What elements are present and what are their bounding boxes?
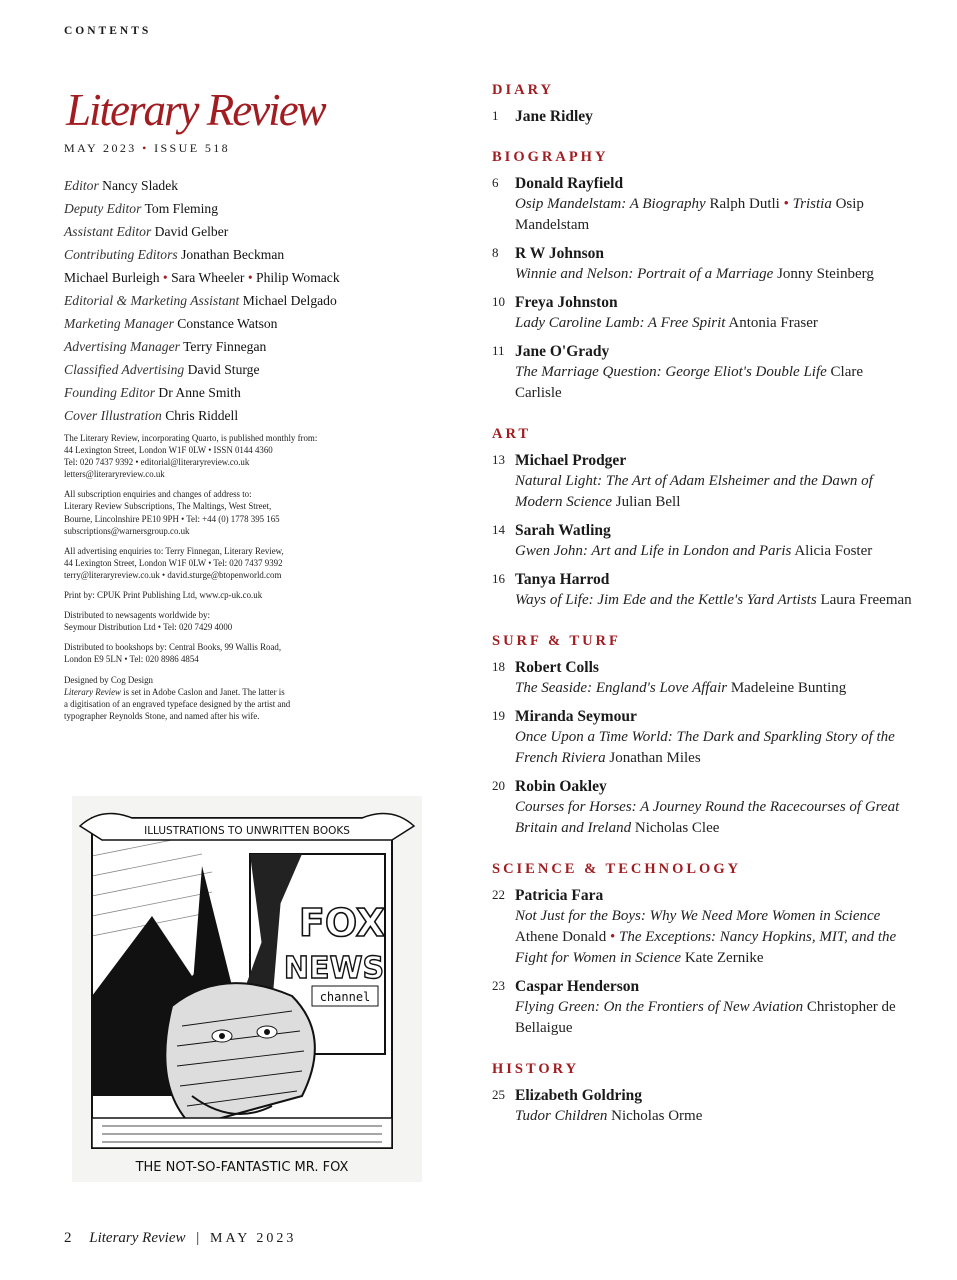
book-author: Clare Carlisle xyxy=(515,364,864,401)
book-author: Osip Mandelstam xyxy=(515,196,864,233)
staff-name: David Gelber xyxy=(154,224,229,239)
cartoon-sign-fox: FOX xyxy=(298,901,386,945)
fineprint-line: subscriptions@warnersgroup.co.uk xyxy=(64,525,190,536)
entry-books xyxy=(515,797,912,839)
fineprint-line: Tel: 020 7437 9392 • editorial@literaryreview.co.uk xyxy=(64,457,250,468)
toc-entry xyxy=(492,569,912,611)
staff-role: Editorial & Marketing Assistant xyxy=(64,293,240,308)
toc-entry xyxy=(492,173,912,236)
book-title: Once Upon a Time World: The Dark and Sparkling Story of the French Riviera xyxy=(515,729,895,766)
entry-body xyxy=(515,341,912,404)
fineprint-line: Bourne, Lincolnshire PE10 9PH • Tel: +44 (0) 1778 395 165 xyxy=(64,513,280,524)
entry-page-number: 18 xyxy=(492,659,505,674)
book-author: Ralph Dutli xyxy=(709,196,780,212)
book-title: Not Just for the Boys: Why We Need More Women in Science xyxy=(515,908,881,924)
design-note-line: a digitisation of an engraved typeface designed by the artist and xyxy=(64,698,291,709)
entry-page-number: 23 xyxy=(492,978,505,993)
staff-row xyxy=(64,358,394,381)
fineprint-paragraph xyxy=(64,589,394,601)
entry-author: Michael Prodger xyxy=(515,452,627,469)
staff-role: Classified Advertising xyxy=(64,362,185,377)
staff-name: Dr Anne Smith xyxy=(158,385,241,400)
entry-body xyxy=(515,776,912,839)
footer-page-number: 2 xyxy=(64,1230,72,1246)
staff-row xyxy=(64,289,394,312)
page-footer xyxy=(64,1230,296,1247)
design-note-line: typographer Reynolds Stone, and named after his wife. xyxy=(64,710,260,721)
footer-date: MAY 2023 xyxy=(210,1231,297,1246)
entry-page-number: 14 xyxy=(492,522,505,537)
entry-page-number: 20 xyxy=(492,778,505,793)
staff-name: Michael Delgado xyxy=(242,293,337,308)
entry-books xyxy=(515,997,912,1039)
staff-name: Constance Watson xyxy=(177,316,278,331)
issue-line xyxy=(64,141,394,156)
staff-row xyxy=(64,404,394,427)
fineprint-paragraph xyxy=(64,488,394,536)
book-title: Ways of Life: Jim Ede and the Kettle's Yard Artists xyxy=(515,592,817,608)
entry-page-number: 8 xyxy=(492,245,499,260)
entry-author: Miranda Seymour xyxy=(515,708,637,725)
toc-entry xyxy=(492,520,912,562)
entry-author: R W Johnson xyxy=(515,245,605,262)
staff-role: Marketing Manager xyxy=(64,316,174,331)
section-title: DIARY xyxy=(492,82,555,98)
entry-books xyxy=(515,194,912,236)
entry-books xyxy=(515,264,912,285)
design-note-title: Literary Review xyxy=(64,686,121,697)
entry-body xyxy=(515,569,912,611)
entry-page-number: 13 xyxy=(492,452,505,467)
book-title: Winnie and Nelson: Portrait of a Marriage xyxy=(515,266,774,282)
staff-role: Editor xyxy=(64,178,99,193)
book-author: Alicia Foster xyxy=(794,543,873,559)
staff-name: Jonathan Beckman xyxy=(181,247,285,262)
entry-body xyxy=(515,106,912,127)
book-title: Natural Light: The Art of Adam Elsheimer and the Dawn of Modern Science xyxy=(515,473,873,510)
book-title: Tudor Children xyxy=(515,1108,608,1124)
book-title: Lady Caroline Lamb: A Free Spirit xyxy=(515,315,726,331)
fineprint-line: The Literary Review, incorporating Quarto, is published monthly from: xyxy=(64,433,318,443)
book-title: The Seaside: England's Love Affair xyxy=(515,680,728,696)
fineprint-paragraph xyxy=(64,609,394,633)
book-title: Courses for Horses: A Journey Round the Racecourses of Great Britain and Ireland xyxy=(515,799,900,836)
fineprint-line: Seymour Distribution Ltd • Tel: 020 7429 4000 xyxy=(64,622,233,633)
book-title: Tristia xyxy=(792,196,832,212)
book-title: Osip Mandelstam: A Biography xyxy=(515,196,706,212)
book-title: The Exceptions: Nancy Hopkins, MIT, and the Fight for Women in Science xyxy=(515,929,897,966)
book-author: Nicholas Clee xyxy=(634,820,720,836)
staff-name: Chris Riddell xyxy=(165,408,239,423)
entry-body xyxy=(515,1085,912,1127)
entry-author: Caspar Henderson xyxy=(515,978,640,995)
entry-body xyxy=(515,243,912,285)
entry-body xyxy=(515,292,912,334)
toc-entry xyxy=(492,776,912,839)
entry-books xyxy=(515,362,912,404)
toc-section xyxy=(492,1061,912,1127)
entry-body xyxy=(515,657,912,699)
book-author: Jonathan Miles xyxy=(609,750,701,766)
book-author: Athene Donald xyxy=(515,929,607,945)
entry-books xyxy=(515,471,912,513)
entry-books xyxy=(515,313,912,334)
staff-row xyxy=(64,243,394,266)
entry-page-number: 6 xyxy=(492,175,499,190)
fineprint-line: Print by: CPUK Print Publishing Ltd, www.cp-uk.co.uk xyxy=(64,590,263,601)
design-note-line: is set in Adobe Caslon and Janet. The latter is xyxy=(120,686,285,697)
staff-list xyxy=(64,174,394,427)
entry-author: Jane O'Grady xyxy=(515,343,610,360)
entry-author: Robin Oakley xyxy=(515,778,607,795)
toc-entry xyxy=(492,450,912,513)
book-title: The Marriage Question: George Eliot's Double Life xyxy=(515,364,827,380)
separator-dot: • xyxy=(783,196,789,212)
staff-role: Assistant Editor xyxy=(64,224,152,239)
section-title: ART xyxy=(492,426,532,442)
toc-entry xyxy=(492,106,912,127)
entry-body xyxy=(515,976,912,1039)
entry-body xyxy=(515,450,912,513)
toc-section xyxy=(492,426,912,611)
staff-name: Terry Finnegan xyxy=(183,339,267,354)
masthead-title: Literary Review xyxy=(66,85,325,135)
entry-books xyxy=(515,906,912,969)
entry-books xyxy=(515,678,912,699)
book-author: Jonny Steinberg xyxy=(777,266,874,282)
staff-row xyxy=(64,197,394,220)
cover-cartoon xyxy=(72,796,422,1182)
fineprint-line: terry@literaryreview.co.uk • david.sturge@btopenworld.com xyxy=(64,569,282,580)
book-author: Christopher de Bellaigue xyxy=(515,999,896,1036)
fineprint-paragraph xyxy=(64,432,394,480)
issue-number: ISSUE 518 xyxy=(154,141,231,155)
cartoon-banner: ILLUSTRATIONS TO UNWRITTEN BOOKS xyxy=(144,825,350,837)
section-title: BIOGRAPHY xyxy=(492,149,609,165)
toc-entry xyxy=(492,292,912,334)
book-author: Julian Bell xyxy=(615,494,681,510)
entry-body xyxy=(515,885,912,969)
staff-row xyxy=(64,312,394,335)
entry-author: Jane Ridley xyxy=(515,108,593,125)
fineprint-line: All subscription enquiries and changes of address to: xyxy=(64,489,252,500)
toc-section xyxy=(492,149,912,404)
staff-role: Advertising Manager xyxy=(64,339,180,354)
entry-page-number: 25 xyxy=(492,1087,505,1102)
cartoon-caption: THE NOT-SO-FANTASTIC MR. FOX xyxy=(135,1160,349,1175)
fineprint-line: Literary Review Subscriptions, The Maltings, West Street, xyxy=(64,501,272,512)
entry-author: Patricia Fara xyxy=(515,887,604,904)
entry-author: Freya Johnston xyxy=(515,294,618,311)
staff-role: Contributing Editors xyxy=(64,247,178,262)
fineprint-line: 44 Lexington Street, London W1F 0LW • ISSN 0144 4360 xyxy=(64,445,273,456)
staff-role: Deputy Editor xyxy=(64,201,142,216)
entry-author: Elizabeth Goldring xyxy=(515,1087,643,1104)
fineprint-line: All advertising enquiries to: Terry Finnegan, Literary Review, xyxy=(64,545,284,556)
entry-author: Robert Colls xyxy=(515,659,599,676)
entry-page-number: 10 xyxy=(492,294,505,309)
entry-page-number: 1 xyxy=(492,108,499,123)
entry-author: Sarah Watling xyxy=(515,522,611,539)
staff-name: Philip Womack xyxy=(256,270,340,285)
entry-page-number: 19 xyxy=(492,708,505,723)
section-title: HISTORY xyxy=(492,1061,580,1077)
fineprint xyxy=(64,432,394,722)
fineprint-line: London E9 5LN • Tel: 020 8986 4854 xyxy=(64,654,199,665)
staff-name: David Sturge xyxy=(187,362,260,377)
toc-entry xyxy=(492,885,912,969)
fineprint-paragraph xyxy=(64,545,394,581)
staff-row xyxy=(64,220,394,243)
contents-label: CONTENTS xyxy=(64,25,152,37)
book-author: Nicholas Orme xyxy=(611,1108,703,1124)
staff-name: Tom Fleming xyxy=(144,201,219,216)
entry-author: Donald Rayfield xyxy=(515,175,624,192)
staff-name: Nancy Sladek xyxy=(102,178,179,193)
fineprint-paragraph xyxy=(64,641,394,665)
fineprint-line: Distributed to newsagents worldwide by: xyxy=(64,610,210,621)
entry-books xyxy=(515,727,912,769)
toc-entry xyxy=(492,706,912,769)
design-note-line: Designed by Cog Design xyxy=(64,674,153,685)
entry-body xyxy=(515,173,912,236)
section-title: SURF & TURF xyxy=(492,633,621,649)
staff-role: Founding Editor xyxy=(64,385,156,400)
staff-role: Cover Illustration xyxy=(64,408,162,423)
entry-page-number: 11 xyxy=(492,343,505,358)
toc-entry xyxy=(492,243,912,285)
footer-title: Literary Review xyxy=(89,1230,186,1246)
book-author: Laura Freeman xyxy=(820,592,912,608)
entry-books xyxy=(515,541,912,562)
staff-row xyxy=(64,174,394,197)
cartoon-sign-news: NEWS xyxy=(283,951,385,986)
entry-page-number: 16 xyxy=(492,571,505,586)
table-of-contents xyxy=(492,82,912,1149)
fineprint-line: Distributed to bookshops by: Central Books, 99 Wallis Road, xyxy=(64,642,282,653)
book-title: Gwen John: Art and Life in London and Paris xyxy=(515,543,792,559)
toc-section xyxy=(492,633,912,839)
cartoon-sign-channel: channel xyxy=(319,990,371,1004)
book-author: Madeleine Bunting xyxy=(730,680,847,696)
entry-body xyxy=(515,520,912,562)
separator-dot: • xyxy=(162,270,168,285)
toc-entry xyxy=(492,976,912,1039)
separator-dot: • xyxy=(609,929,616,945)
design-note xyxy=(64,674,394,722)
footer-separator: | xyxy=(196,1230,200,1246)
book-author: Kate Zernike xyxy=(684,950,764,966)
staff-name: Sara Wheeler xyxy=(171,270,245,285)
toc-entry xyxy=(492,657,912,699)
issue-date: MAY 2023 xyxy=(64,141,137,155)
toc-entry xyxy=(492,1085,912,1127)
entry-author: Tanya Harrod xyxy=(515,571,610,588)
staff-row xyxy=(64,335,394,358)
separator-dot: • xyxy=(247,270,253,285)
entry-body xyxy=(515,706,912,769)
entry-books xyxy=(515,590,912,611)
section-title: SCIENCE & TECHNOLOGY xyxy=(492,861,742,877)
staff-name: Michael Burleigh xyxy=(64,270,160,285)
entry-page-number: 22 xyxy=(492,887,505,902)
fineprint-line: letters@literaryreview.co.uk xyxy=(64,469,165,480)
fineprint-line: 44 Lexington Street, London W1F 0LW • Tel: 020 7437 9392 xyxy=(64,557,283,568)
staff-row xyxy=(64,381,394,404)
issue-separator: • xyxy=(142,141,149,155)
staff-row xyxy=(64,266,394,289)
book-author: Antonia Fraser xyxy=(728,315,818,331)
toc-section xyxy=(492,82,912,127)
toc-section xyxy=(492,861,912,1039)
book-title: Flying Green: On the Frontiers of New Aviation xyxy=(515,999,804,1015)
masthead-column xyxy=(64,84,394,730)
toc-entry xyxy=(492,341,912,404)
entry-books xyxy=(515,1106,912,1127)
